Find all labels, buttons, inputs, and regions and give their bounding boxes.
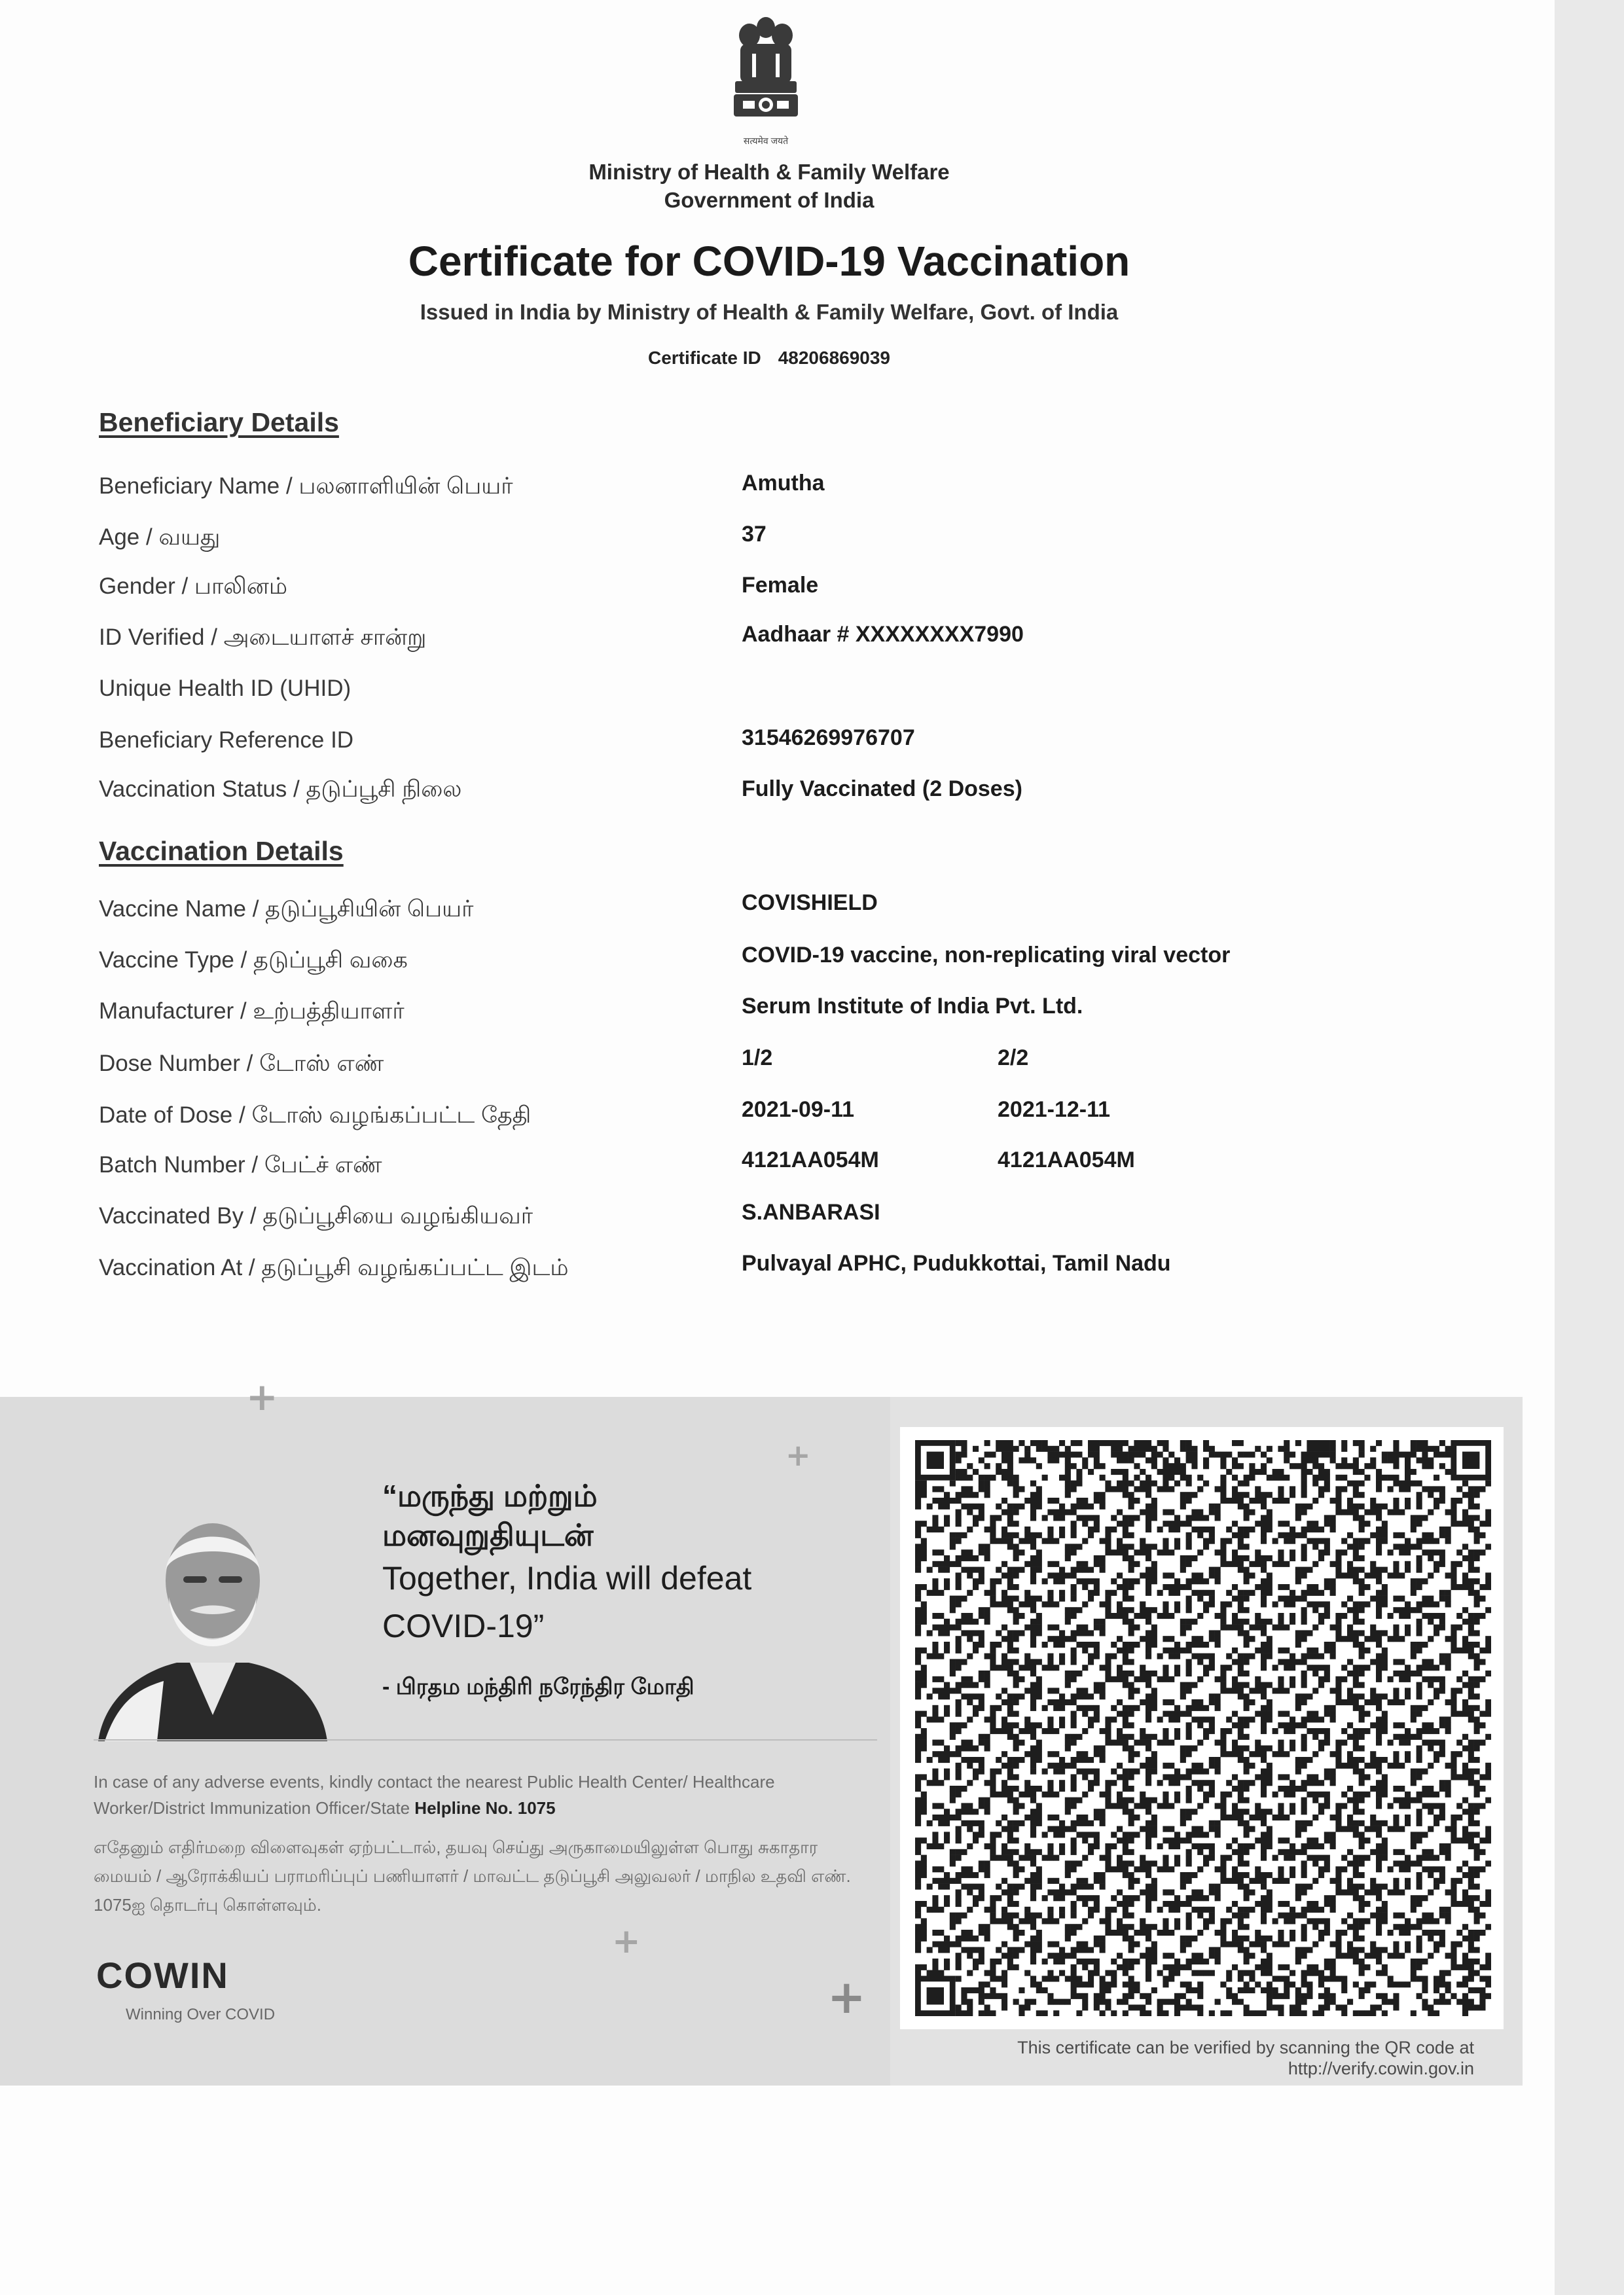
beneficiary-reference-id-label: Beneficiary Reference ID [99, 727, 354, 753]
manufacturer-label: Manufacturer / உற்பத்தியாளர் [99, 998, 405, 1024]
cowin-logo-text: COWIN [96, 1955, 229, 1996]
helpline-text-tamil: எதேனும் எதிர்மறை விளைவுகள் ஏற்பட்டால், தயவு செய்து அருகாமையிலுள்ள பொது சுகாதார மையம் / ஆரோக்கியப் பராமரிப்புப் பணியாளர் / மாவட்ட தடுப்பூசி அலுவலர் / மாநில உதவி எண். 1075ஐ தொடர்பு கொள்ளவும். [94, 1837, 851, 1915]
vaccination-at-label: Vaccination At / தடுப்பூசி வழங்கப்பட்ட இடம் [99, 1255, 569, 1280]
qr-note-line-1: This certificate can be verified by scanning the QR code at [1017, 2038, 1474, 2057]
helpline-number: Helpline No. 1075 [414, 1798, 556, 1818]
quote-tamil-line-1: “மருந்து மற்றும் [382, 1479, 598, 1513]
banner-divider [94, 1739, 877, 1741]
beneficiary-reference-id-value: 31546269976707 [742, 725, 915, 750]
vaccination-details-heading: Vaccination Details [99, 836, 344, 866]
qr-code-icon[interactable] [915, 1440, 1491, 2016]
plus-decoration-icon: + [827, 1970, 866, 2024]
certificate-id [0, 348, 1538, 369]
vaccinated-by-value: S.ANBARASI [742, 1200, 880, 1225]
portrait-image [92, 1499, 334, 1741]
quote-english-line-2: COVID-19” [382, 1608, 545, 1644]
plus-decoration-icon: + [246, 1375, 278, 1419]
certificate-id-label: Certificate ID [647, 348, 761, 368]
helpline-text: In case of any adverse events, kindly contact the nearest Public Health Center/ Healthcare Worker/District Immunization Officer/State [94, 1772, 775, 1818]
cowin-logo [96, 1954, 229, 1997]
beneficiary-name-label: Beneficiary Name / பலனாளியின் பெயர் [99, 473, 513, 499]
national-emblem-icon [729, 8, 803, 139]
certificate-id-value: 48206869039 [778, 348, 890, 368]
manufacturer-value: Serum Institute of India Pvt. Ltd. [742, 994, 1083, 1019]
age-label: Age / வயது [99, 524, 221, 550]
vaccinated-by-label: Vaccinated By / தடுப்பூசியை வழங்கியவர் [99, 1203, 533, 1229]
vaccine-type-label: Vaccine Type / தடுப்பூசி வகை [99, 947, 408, 973]
vaccine-name-label: Vaccine Name / தடுப்பூசியின் பெயர் [99, 896, 474, 922]
vaccination-status-value: Fully Vaccinated (2 Doses) [742, 776, 1022, 801]
gender-label: Gender / பாலினம் [99, 573, 287, 599]
batch-number-value-2: 4121AA054M [998, 1148, 1135, 1172]
uhid-label: Unique Health ID (UHID) [99, 676, 352, 701]
government-name: Government of India [664, 188, 875, 212]
dose-number-value-2: 2/2 [998, 1045, 1029, 1070]
quote-attribution: - பிரதம மந்திரி நரேந்திர மோதி [382, 1674, 695, 1699]
quote-english-line-1: Together, India will defeat [382, 1560, 752, 1597]
vaccine-type-value: COVID-19 vaccine, non-replicating viral vector [742, 943, 1231, 967]
page-title: Certificate for COVID-19 Vaccination [408, 238, 1130, 285]
beneficiary-name-value: Amutha [742, 471, 825, 496]
emblem-motto: सत्यमेव जयते [743, 136, 789, 146]
dose-number-label: Dose Number / டோஸ் எண் [99, 1051, 384, 1076]
id-verified-label: ID Verified / அடையாளச் சான்று [99, 624, 427, 650]
issued-by-text: Issued in India by Ministry of Health & Family Welfare, Govt. of India [420, 300, 1119, 324]
qr-note-url: http://verify.cowin.gov.in [1288, 2059, 1474, 2078]
gender-value: Female [742, 573, 819, 598]
beneficiary-details-heading: Beneficiary Details [99, 407, 339, 437]
vaccine-name-value: COVISHIELD [742, 890, 878, 915]
date-of-dose-value-1: 2021-09-11 [742, 1097, 855, 1122]
vaccination-status-label: Vaccination Status / தடுப்பூசி நிலை [99, 776, 462, 802]
date-of-dose-value-2: 2021-12-11 [998, 1097, 1111, 1122]
date-of-dose-label: Date of Dose / டோஸ் வழங்கப்பட்ட தேதி [99, 1102, 532, 1128]
scan-background-edge [1555, 0, 1624, 2295]
batch-number-value-1: 4121AA054M [742, 1148, 879, 1172]
vaccination-at-value: Pulvayal APHC, Pudukkottai, Tamil Nadu [742, 1251, 1171, 1276]
plus-decoration-icon: + [785, 1437, 811, 1473]
quote-tamil-line-2: மனவுறுதியுடன் [382, 1518, 594, 1552]
dose-number-value-1: 1/2 [742, 1045, 773, 1070]
cowin-tagline: Winning Over COVID [126, 2006, 276, 2023]
age-value: 37 [742, 522, 767, 547]
ministry-name: Ministry of Health & Family Welfare [588, 160, 950, 184]
id-verified-value: Aadhaar # XXXXXXXX7990 [742, 622, 1024, 647]
plus-decoration-icon: + [612, 1922, 641, 1961]
batch-number-label: Batch Number / பேட்ச் எண் [99, 1152, 382, 1178]
qr-verification-note [903, 2037, 1474, 2079]
helpline-text-english [94, 1769, 879, 1821]
